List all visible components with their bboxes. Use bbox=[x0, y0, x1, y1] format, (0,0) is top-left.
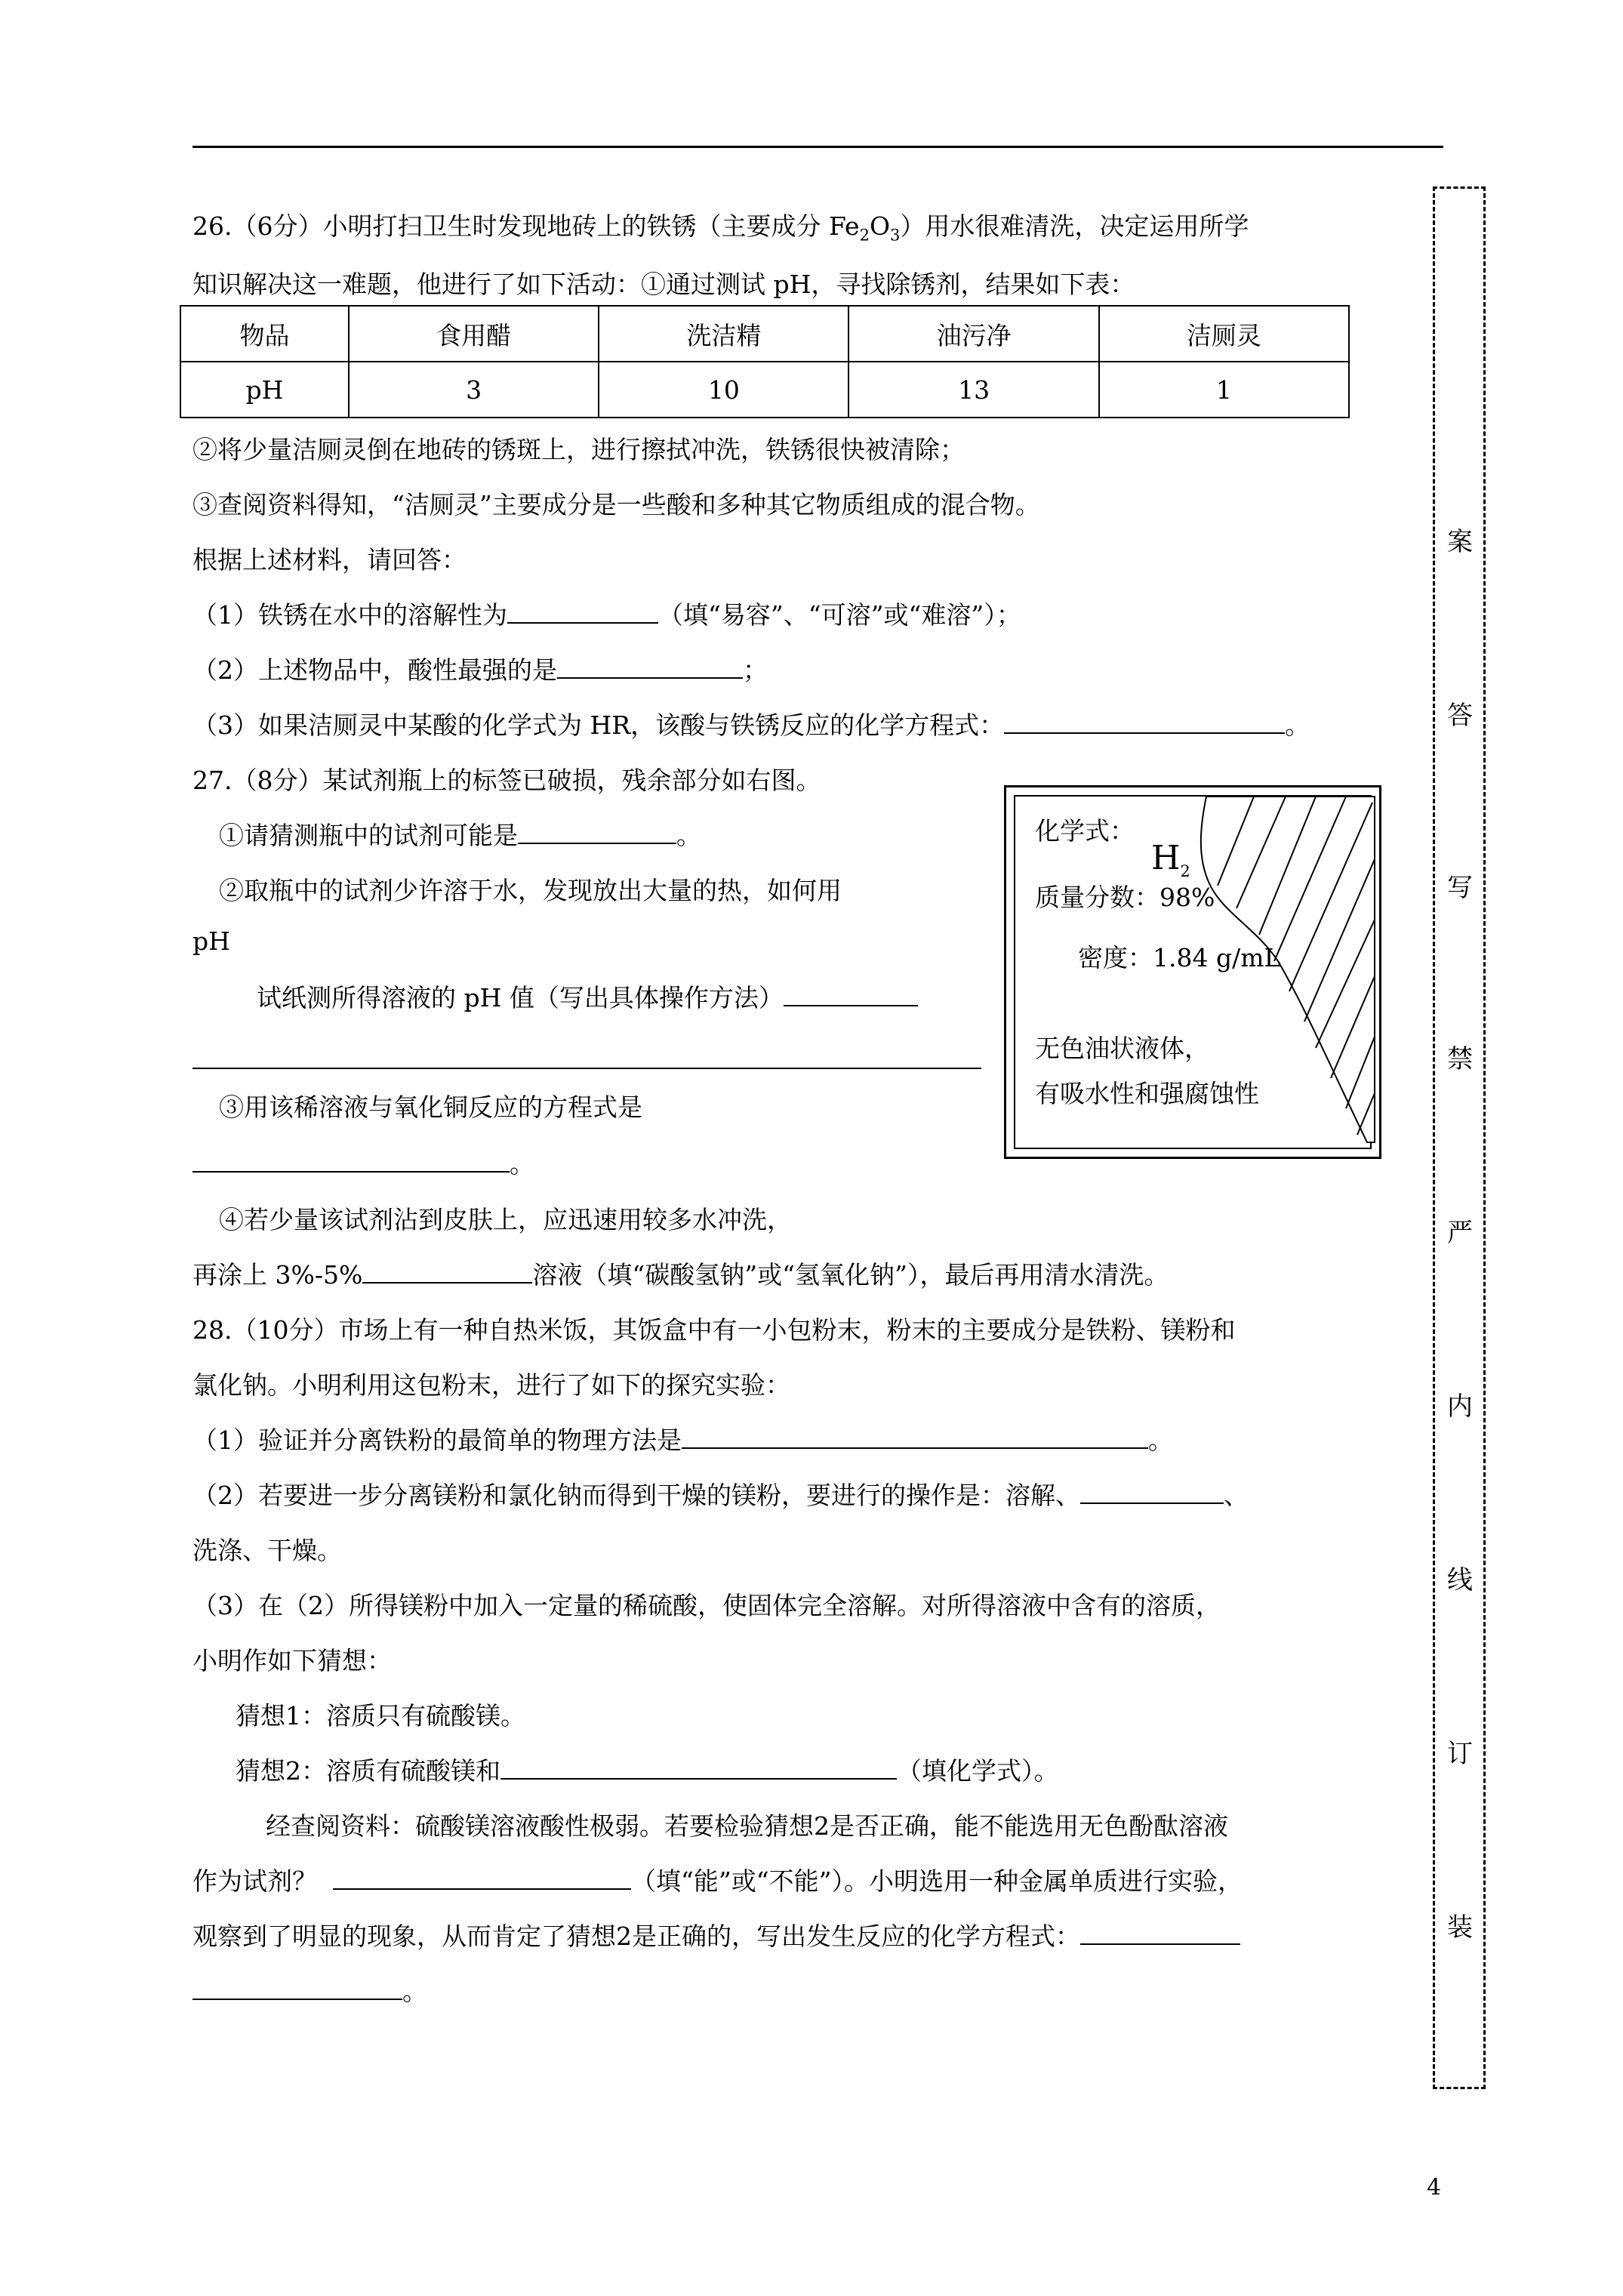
binding-char: 严 bbox=[1447, 1218, 1473, 1248]
q26-line3: ②将少量洁厕灵倒在地砖的锈斑上，进行擦拭冲洗，铁锈很快被清除； bbox=[192, 435, 965, 464]
q28-sub2-cont: 洗涤、干燥。 bbox=[192, 1536, 342, 1565]
q27-part2: ②取瓶中的试剂少许溶于水，发现放出大量的热，如何用 bbox=[219, 876, 842, 905]
q27-part5: 再涂上 3%-5% 溶液（填“碳酸氢钠”或“氢氧化钠”），最后再用清水清洗。 bbox=[192, 1260, 1169, 1290]
q27-part3: ③用该稀溶液与氧化铜反应的方程式是 bbox=[219, 1093, 642, 1122]
q26-sub3: （3）如果洁厕灵中某酸的化学式为 HR，该酸与铁锈反应的化学方程式： 。 bbox=[192, 710, 1310, 740]
q26-line5: 根据上述材料，请回答： bbox=[192, 545, 467, 575]
answer-blank[interactable] bbox=[192, 1148, 510, 1173]
q28-guess2: 猜想2：溶质有硫酸镁和 （填化学式）。 bbox=[236, 1756, 1059, 1786]
answer-blank[interactable] bbox=[682, 1425, 1148, 1449]
q28-sub3: （3）在（2）所得镁粉中加入一定量的稀硫酸，使固体完全溶解。对所得溶液中含有的溶质， bbox=[192, 1591, 1221, 1620]
q28-sub2: （2）若要进一步分离镁粉和氯化钠而得到干燥的镁粉，要进行的操作是：溶解、 、 bbox=[192, 1481, 1249, 1510]
binding-margin bbox=[1433, 186, 1486, 2089]
reagent-label-figure bbox=[1004, 785, 1381, 1159]
table-cell: 洗洁精 bbox=[599, 306, 848, 362]
binding-char: 禁 bbox=[1447, 1044, 1473, 1074]
q27-line1: 27.（8分）某试剂瓶上的标签已破损，残余部分如右图。 bbox=[192, 766, 821, 795]
table-cell: 10 bbox=[599, 362, 848, 418]
q28-guess1: 猜想1：溶质只有硫酸镁。 bbox=[236, 1701, 525, 1730]
answer-blank[interactable] bbox=[500, 1755, 897, 1780]
label-mass-fraction: 质量分数：98% bbox=[1035, 883, 1215, 912]
table-cell: 1 bbox=[1099, 362, 1349, 418]
q27-part2-ph: pH bbox=[192, 926, 230, 956]
answer-blank[interactable] bbox=[192, 1976, 402, 2000]
table-cell: 3 bbox=[349, 362, 599, 418]
answer-blank[interactable] bbox=[557, 655, 743, 679]
q28-observation: 观察到了明显的现象，从而肯定了猜想2是正确的，写出发生反应的化学方程式： bbox=[192, 1920, 1240, 1953]
label-description-2: 有吸水性和强腐蚀性 bbox=[1035, 1079, 1259, 1108]
q27-part1: ①请猜测瓶中的试剂可能是 。 bbox=[219, 821, 701, 850]
q28-info: 经查阅资料：硫酸镁溶液酸性极弱。若要检验猜想2是否正确，能不能选用无色酚酞溶液 bbox=[266, 1811, 1228, 1841]
table-cell: pH bbox=[180, 362, 349, 418]
header-rule bbox=[192, 146, 1443, 148]
binding-char: 线 bbox=[1447, 1565, 1473, 1595]
label-formula: $H_2$ bbox=[1151, 839, 1190, 880]
answer-blank[interactable] bbox=[333, 1866, 631, 1890]
binding-char: 答 bbox=[1447, 701, 1473, 731]
binding-char: 装 bbox=[1447, 1912, 1473, 1943]
answer-blank[interactable] bbox=[507, 599, 658, 624]
label-density: 密度：1.84 g/mL bbox=[1078, 943, 1281, 972]
binding-char: 写 bbox=[1447, 873, 1473, 903]
table-row bbox=[180, 362, 1349, 418]
q27-part4: ④若少量该试剂沾到皮肤上，应迅速用较多水冲洗， bbox=[219, 1205, 792, 1234]
q26-line2: 知识解决这一难题，他进行了如下活动：①通过测试 pH，寻找除锈剂，结果如下表： bbox=[192, 270, 1135, 299]
q26-sub2: （2）上述物品中，酸性最强的是 ； bbox=[192, 655, 768, 685]
q28-ask: 作为试剂？ （填“能”或“不能”）。小明选用一种金属单质进行实验， bbox=[192, 1866, 1243, 1896]
table-cell: 物品 bbox=[180, 306, 349, 362]
ph-table bbox=[180, 305, 1350, 418]
q28-line1: 28.（10分）市场上有一种自热米饭，其饭盒中有一小包粉末，粉末的主要成分是铁粉、镁粉和 bbox=[192, 1315, 1236, 1345]
q26-line4: ③查阅资料得知，“洁厕灵”主要成分是一些酸和多种其它物质组成的混合物。 bbox=[192, 490, 1040, 519]
q27-part2-b: 试纸测所得溶液的 pH 值（写出具体操作方法） bbox=[257, 982, 918, 1015]
q28-end: 。 bbox=[192, 1975, 427, 2008]
answer-blank[interactable] bbox=[1080, 1921, 1240, 1945]
table-cell: 食用醋 bbox=[349, 306, 599, 362]
table-cell: 13 bbox=[848, 362, 1098, 418]
answer-blank[interactable] bbox=[362, 1259, 532, 1284]
q26-line1: 26.（6分）小明打扫卫生时发现地砖上的铁锈（主要成分 $Fe_2O_3$）用水很难清洗，决定运用所学 bbox=[192, 211, 1249, 245]
table-header-row bbox=[180, 306, 1349, 362]
q27-part3-blank: 。 bbox=[192, 1148, 534, 1181]
answer-blank[interactable] bbox=[1004, 710, 1285, 734]
answer-blank[interactable] bbox=[784, 982, 918, 1006]
binding-char: 案 bbox=[1447, 527, 1473, 557]
answer-blank[interactable] bbox=[518, 820, 676, 844]
q28-line2: 氯化钠。小明利用这包粉末，进行了如下的探究实验： bbox=[192, 1370, 790, 1400]
table-cell: 洁厕灵 bbox=[1099, 306, 1349, 362]
label-description-1: 无色油状液体， bbox=[1035, 1034, 1209, 1063]
binding-char: 订 bbox=[1447, 1739, 1473, 1769]
q26-sub1: （1）铁锈在水中的溶解性为 （填“易容”、“可溶”或“难溶”）； bbox=[192, 600, 1021, 630]
label-formula-caption: 化学式： bbox=[1035, 816, 1135, 846]
table-cell: 油污净 bbox=[848, 306, 1098, 362]
q28-sub3-cont: 小明作如下猜想： bbox=[192, 1646, 392, 1675]
answer-blank[interactable] bbox=[192, 1045, 981, 1069]
q28-sub1: （1）验证并分离铁粉的最简单的物理方法是 。 bbox=[192, 1425, 1173, 1455]
answer-blank[interactable] bbox=[1080, 1480, 1224, 1504]
page-number: 4 bbox=[1427, 2174, 1442, 2201]
binding-char: 内 bbox=[1447, 1391, 1473, 1422]
